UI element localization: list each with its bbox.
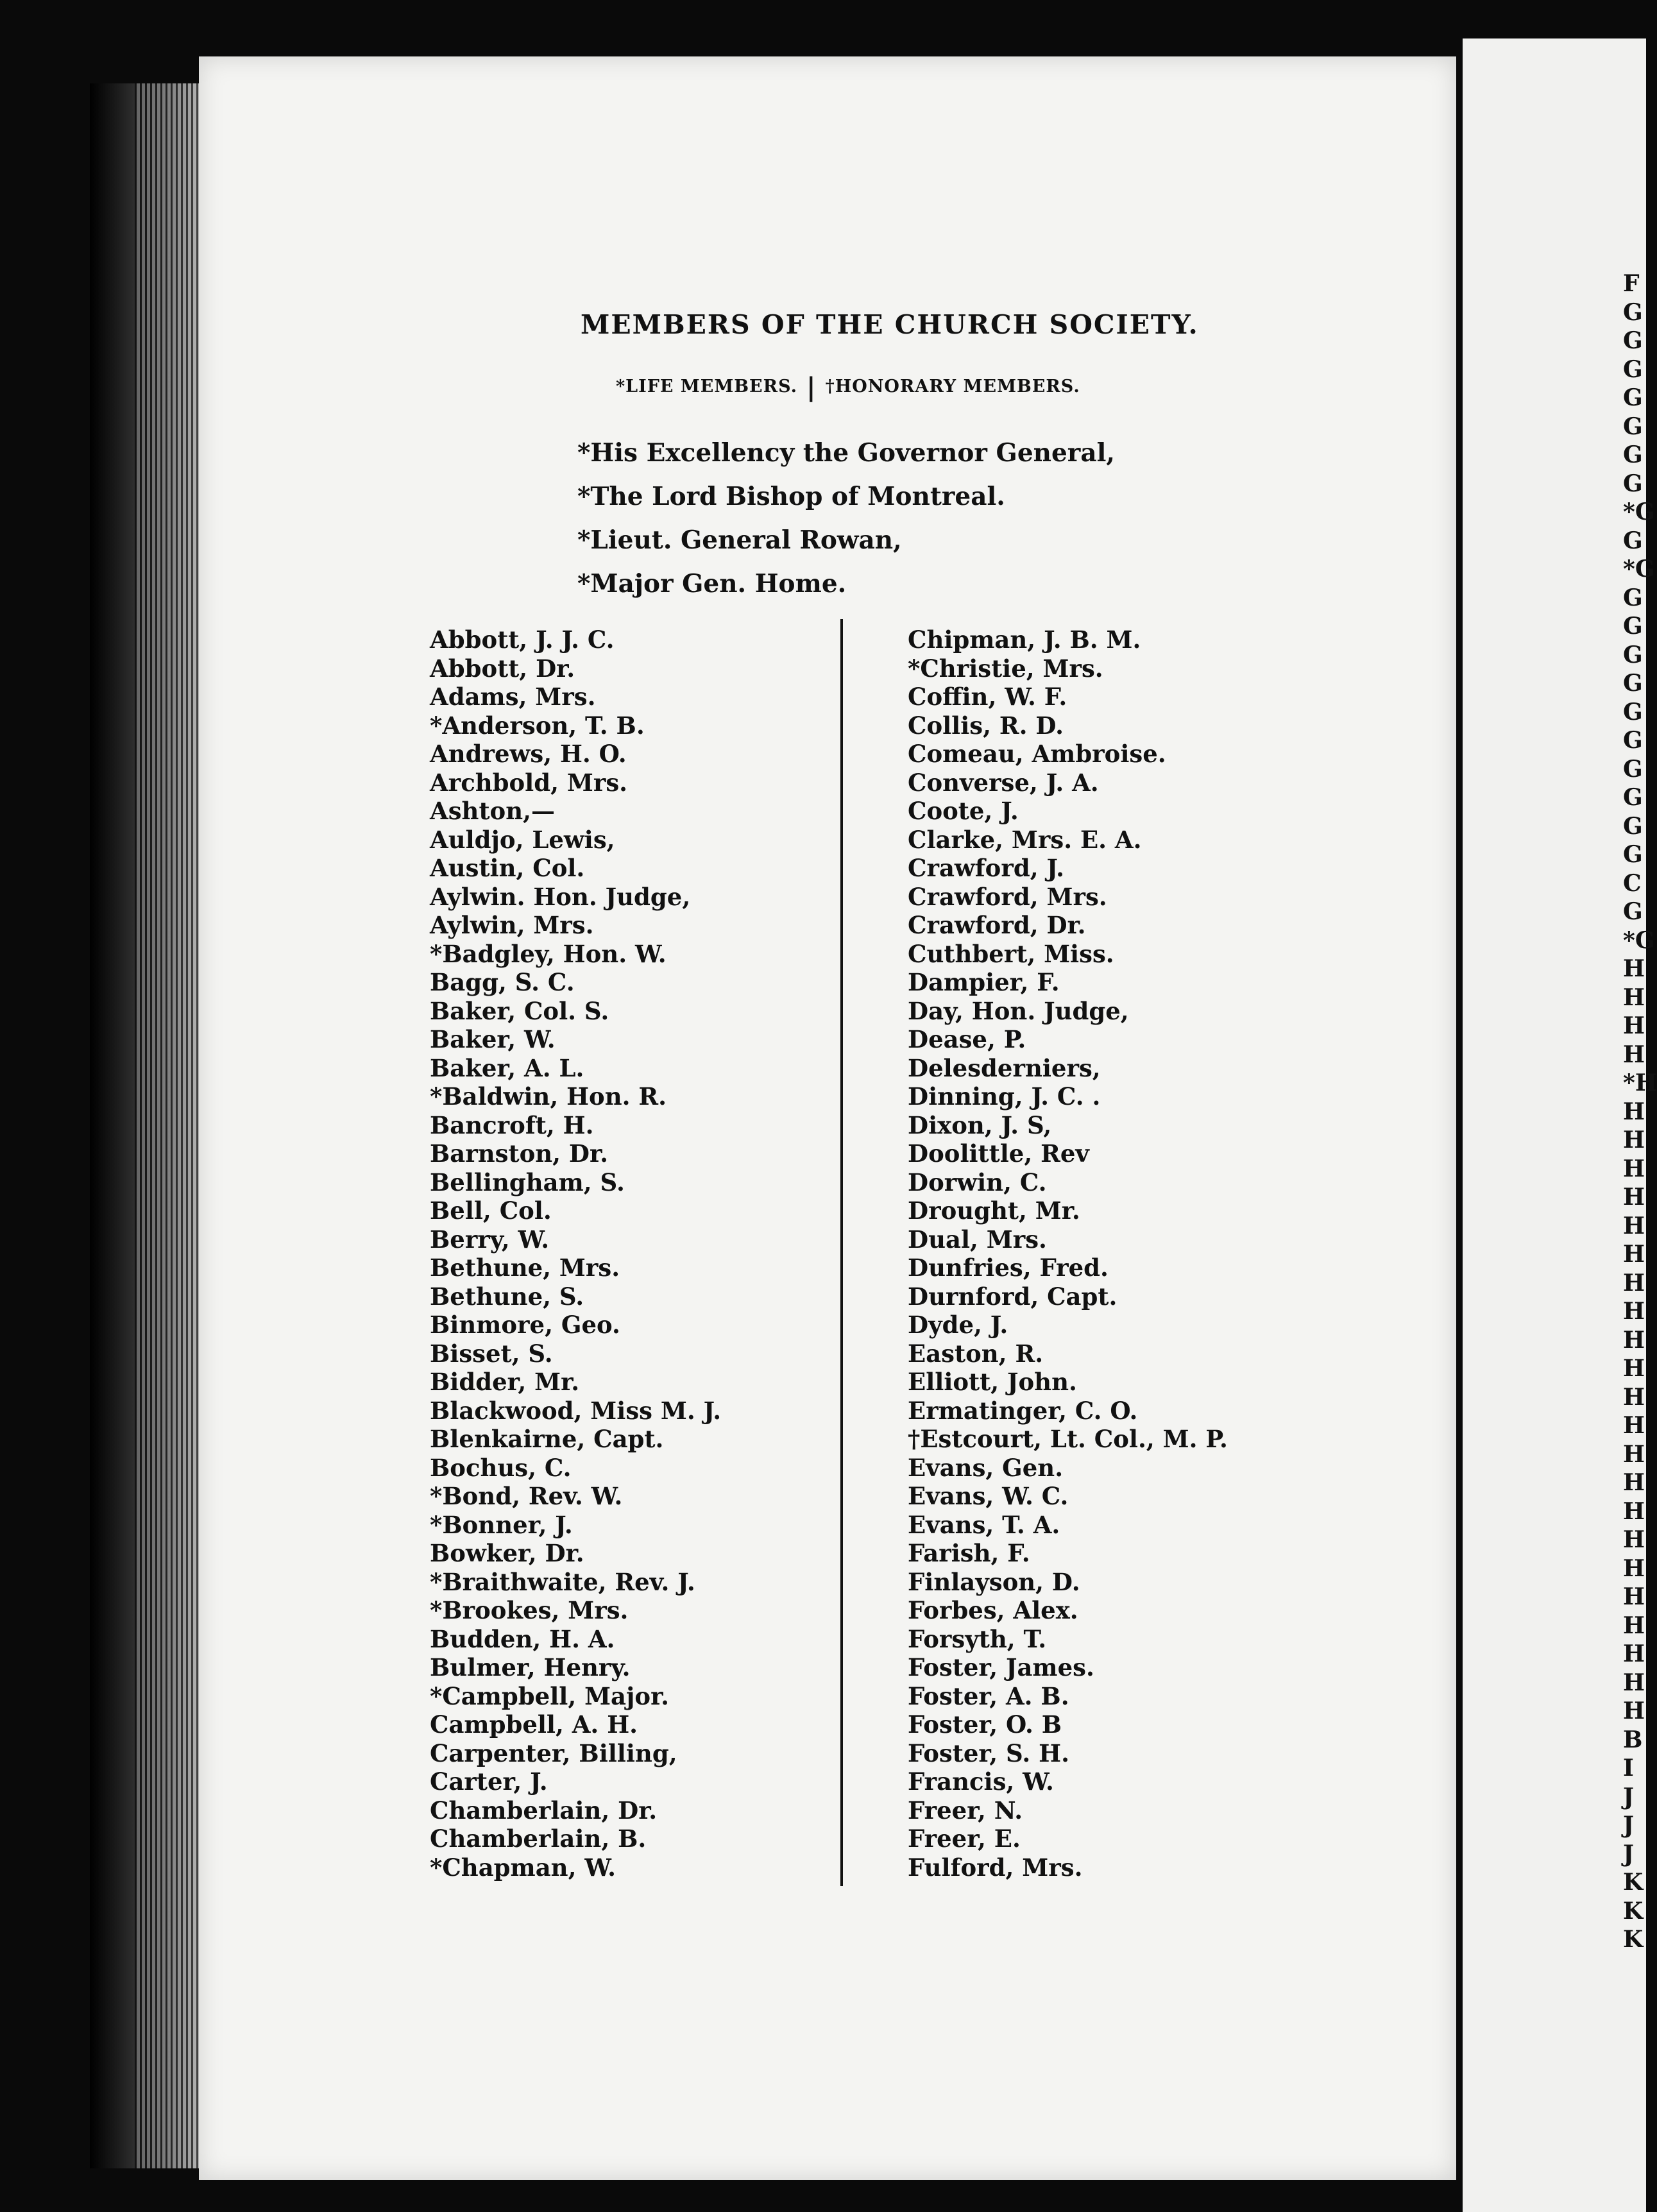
member-entry: Carter, J. — [430, 1767, 548, 1796]
member-entry: Bowker, Dr. — [430, 1539, 584, 1567]
member-entry: Foster, O. B — [908, 1710, 1062, 1739]
facing-page-letter: H — [1623, 1497, 1645, 1525]
member-entry: Delesderniers, — [908, 1053, 1101, 1082]
member-entry: Crawford, Dr. — [908, 911, 1086, 939]
facing-page-letter: F — [1623, 270, 1640, 297]
legend-separator: | — [806, 372, 817, 402]
member-entry: Bellingham, S. — [430, 1168, 625, 1196]
facing-page-letter: H — [1623, 1383, 1645, 1411]
legend-honorary-members: †HONORARY MEMBERS. — [825, 377, 1080, 396]
member-entry: Farish, F. — [908, 1539, 1030, 1567]
facing-page-letter: K — [1623, 1869, 1644, 1896]
member-entry: Binmore, Geo. — [430, 1311, 620, 1339]
member-entry: *Campbell, Major. — [430, 1681, 670, 1710]
member-entry: Abbott, J. J. C. — [430, 625, 615, 654]
facing-page-text — [1623, 269, 1657, 1954]
facing-page-letter: H — [1623, 1155, 1645, 1182]
member-entry: Blenkairne, Capt. — [430, 1425, 664, 1453]
member-entry: Blackwood, Miss M. J. — [430, 1396, 722, 1425]
member-entry: Campbell, A. H. — [430, 1710, 638, 1739]
facing-page-letter: G — [1623, 755, 1643, 783]
facing-page-letter: G — [1623, 698, 1643, 726]
member-entry: Bulmer, Henry. — [430, 1653, 631, 1681]
facing-page-letter: *H — [1623, 1069, 1657, 1096]
facing-page-letter: G — [1623, 670, 1643, 697]
member-entry: *Brookes, Mrs. — [430, 1596, 629, 1624]
member-entry: Bethune, S. — [430, 1282, 584, 1311]
member-entry: Bethune, Mrs. — [430, 1254, 620, 1282]
member-entry: Ashton,— — [430, 797, 555, 825]
member-entry: Dual, Mrs. — [908, 1225, 1047, 1254]
member-entry: Aylwin, Mrs. — [430, 911, 594, 939]
member-entry: Chipman, J. B. M. — [908, 625, 1141, 654]
member-entry: Carpenter, Billing, — [430, 1739, 677, 1767]
facing-page-letter: H — [1623, 1697, 1645, 1724]
member-entry: Austin, Col. — [430, 854, 585, 882]
dignitary-entry: *Lieut. General Rowan, — [577, 525, 902, 555]
member-entry: Bell, Col. — [430, 1196, 552, 1225]
facing-page-letter: G — [1623, 298, 1643, 326]
facing-page-letter: H — [1623, 1583, 1645, 1610]
facing-page-letter: G — [1623, 641, 1643, 668]
facing-page-letter: G — [1623, 413, 1643, 440]
facing-page-letter: H — [1623, 1640, 1645, 1667]
member-entry: Collis, R. D. — [908, 711, 1064, 740]
member-entry: Evans, W. C. — [908, 1482, 1069, 1510]
member-entry: Foster, James. — [908, 1653, 1094, 1681]
member-entry: *Baldwin, Hon. R. — [430, 1082, 667, 1110]
facing-page-letter: *G — [1623, 498, 1655, 525]
member-entry: Andrews, H. O. — [430, 740, 627, 768]
facing-page-letter: H — [1623, 1041, 1645, 1068]
member-entry: Elliott, John. — [908, 1368, 1077, 1396]
facing-page-letter: G — [1623, 355, 1643, 383]
facing-page-letter: H — [1623, 1669, 1645, 1696]
member-entry: Berry, W. — [430, 1225, 550, 1254]
dignitary-entry: *Major Gen. Home. — [577, 569, 847, 599]
member-entry: Doolittle, Rev — [908, 1139, 1089, 1168]
facing-page-letter: H — [1623, 1612, 1645, 1639]
member-entry: Bisset, S. — [430, 1339, 553, 1368]
facing-page-letter: I — [1623, 1755, 1634, 1782]
member-entry: Dunfries, Fred. — [908, 1254, 1109, 1282]
facing-page-letter: H — [1623, 1355, 1645, 1382]
member-entry: Francis, W. — [908, 1767, 1054, 1796]
member-entry: Aylwin. Hon. Judge, — [430, 882, 691, 911]
facing-page-letter: H — [1623, 1127, 1645, 1153]
member-entry: Freer, E. — [908, 1825, 1021, 1853]
facing-page-letter: H — [1623, 1412, 1645, 1439]
facing-page-letter: G — [1623, 784, 1643, 811]
binding-edge — [135, 83, 199, 2168]
member-entry: *Bonner, J. — [430, 1510, 573, 1539]
facing-page-letter: H — [1623, 1440, 1645, 1468]
column-divider — [840, 619, 843, 1886]
facing-page-letter: G — [1623, 841, 1643, 868]
facing-page-letter: J — [1623, 1783, 1635, 1810]
member-legend — [616, 372, 1080, 402]
member-entry: Bagg, S. C. — [430, 968, 575, 996]
member-entry: Evans, Gen. — [908, 1453, 1064, 1482]
member-entry: Barnston, Dr. — [430, 1139, 608, 1168]
member-entry: Drought, Mr. — [908, 1196, 1080, 1225]
facing-page-letter: H — [1623, 1241, 1645, 1268]
member-entry: Fulford, Mrs. — [908, 1853, 1083, 1882]
member-entry: *Bond, Rev. W. — [430, 1482, 623, 1510]
member-entry: Crawford, Mrs. — [908, 882, 1107, 911]
facing-page-letter: H — [1623, 1554, 1645, 1582]
member-entry: Baker, Col. S. — [430, 996, 609, 1025]
member-entry: *Chapman, W. — [430, 1853, 616, 1882]
member-entry: Forsyth, T. — [908, 1624, 1047, 1653]
facing-page-letter: H — [1623, 1098, 1645, 1125]
member-entry: Cuthbert, Miss. — [908, 939, 1114, 968]
facing-page-letter: K — [1623, 1926, 1644, 1953]
facing-page-letter: G — [1623, 327, 1643, 354]
member-entry: Clarke, Mrs. E. A. — [908, 825, 1142, 854]
facing-page-letter: K — [1623, 1897, 1644, 1925]
facing-page-letter: H — [1623, 983, 1645, 1011]
facing-page-letter: G — [1623, 812, 1643, 840]
member-entry: Forbes, Alex. — [908, 1596, 1078, 1624]
member-entry: Auldjo, Lewis, — [430, 825, 615, 854]
member-entry: Freer, N. — [908, 1796, 1023, 1825]
facing-page-letter: G — [1623, 727, 1643, 754]
dignitary-entry: *His Excellency the Governor General, — [577, 438, 1116, 468]
facing-page-letter: H — [1623, 1012, 1645, 1039]
member-entry: Durnford, Capt. — [908, 1282, 1117, 1311]
facing-page-letter: H — [1623, 1269, 1645, 1297]
legend-life-members: *LIFE MEMBERS. — [616, 377, 798, 396]
member-entry: Foster, S. H. — [908, 1739, 1069, 1767]
member-entry: *Braithwaite, Rev. J. — [430, 1567, 695, 1596]
members-column-left — [430, 625, 721, 1882]
members-column-right — [908, 625, 1228, 1882]
member-entry: Adams, Mrs. — [430, 683, 596, 711]
member-entry: Day, Hon. Judge, — [908, 996, 1129, 1025]
member-entry: Foster, A. B. — [908, 1681, 1069, 1710]
facing-page-letter: H — [1623, 1184, 1645, 1211]
member-entry: Dyde, J. — [908, 1311, 1008, 1339]
member-entry: Chamberlain, B. — [430, 1825, 647, 1853]
member-entry: Baker, A. L. — [430, 1053, 584, 1082]
member-entry: Easton, R. — [908, 1339, 1044, 1368]
facing-page-letter: H — [1623, 1298, 1645, 1325]
member-entry: Archbold, Mrs. — [430, 768, 628, 797]
member-entry: *Anderson, T. B. — [430, 711, 645, 740]
member-entry: Comeau, Ambroise. — [908, 740, 1166, 768]
facing-page-letter: G — [1623, 898, 1643, 925]
member-entry: Abbott, Dr. — [430, 654, 575, 683]
member-entry: Dorwin, C. — [908, 1168, 1047, 1196]
facing-page-letter: G — [1623, 470, 1643, 497]
member-entry: Baker, W. — [430, 1025, 556, 1053]
member-entry: Dampier, F. — [908, 968, 1060, 996]
facing-page-letter: G — [1623, 384, 1643, 411]
member-entry: Converse, J. A. — [908, 768, 1099, 797]
facing-page-letter: J — [1623, 1840, 1635, 1867]
facing-page-letter: B — [1623, 1726, 1643, 1753]
member-entry: Finlayson, D. — [908, 1567, 1080, 1596]
facing-page-letter: *G — [1623, 926, 1655, 954]
member-entry: Bancroft, H. — [430, 1110, 594, 1139]
facing-page-letter: G — [1623, 441, 1643, 468]
member-entry: Bochus, C. — [430, 1453, 572, 1482]
member-entry: Dease, P. — [908, 1025, 1026, 1053]
facing-page-letter: G — [1623, 584, 1643, 611]
member-entry: *Christie, Mrs. — [908, 654, 1103, 683]
facing-page-letter: H — [1623, 1326, 1645, 1354]
member-entry: †Estcourt, Lt. Col., M. P. — [908, 1425, 1228, 1453]
facing-page-edge — [1463, 38, 1646, 2212]
member-entry: Ermatinger, C. O. — [908, 1396, 1138, 1425]
facing-page-letter: C — [1623, 869, 1642, 897]
facing-page-letter: G — [1623, 527, 1643, 554]
dignitaries-list — [577, 431, 1115, 606]
member-entry: Chamberlain, Dr. — [430, 1796, 658, 1825]
page-title: MEMBERS OF THE CHURCH SOCIETY. — [581, 309, 1199, 340]
member-entry: Dinning, J. C. . — [908, 1082, 1101, 1110]
member-entry: Bidder, Mr. — [430, 1368, 580, 1396]
facing-page-letter: J — [1623, 1812, 1635, 1839]
facing-page-letter: G — [1623, 613, 1643, 640]
facing-page-letter: H — [1623, 1212, 1645, 1239]
facing-page-letter: *G — [1623, 556, 1655, 583]
member-entry: Dixon, J. S, — [908, 1110, 1052, 1139]
facing-page-letter: H — [1623, 955, 1645, 982]
member-entry: *Badgley, Hon. W. — [430, 939, 667, 968]
facing-page-letter: H — [1623, 1526, 1645, 1553]
member-entry: Budden, H. A. — [430, 1624, 615, 1653]
member-entry: Evans, T. A. — [908, 1510, 1060, 1539]
member-entry: Coote, J. — [908, 797, 1019, 825]
dignitary-entry: *The Lord Bishop of Montreal. — [577, 482, 1005, 511]
facing-page-letter: H — [1623, 1469, 1645, 1496]
member-entry: Coffin, W. F. — [908, 683, 1067, 711]
member-entry: Crawford, J. — [908, 854, 1065, 882]
